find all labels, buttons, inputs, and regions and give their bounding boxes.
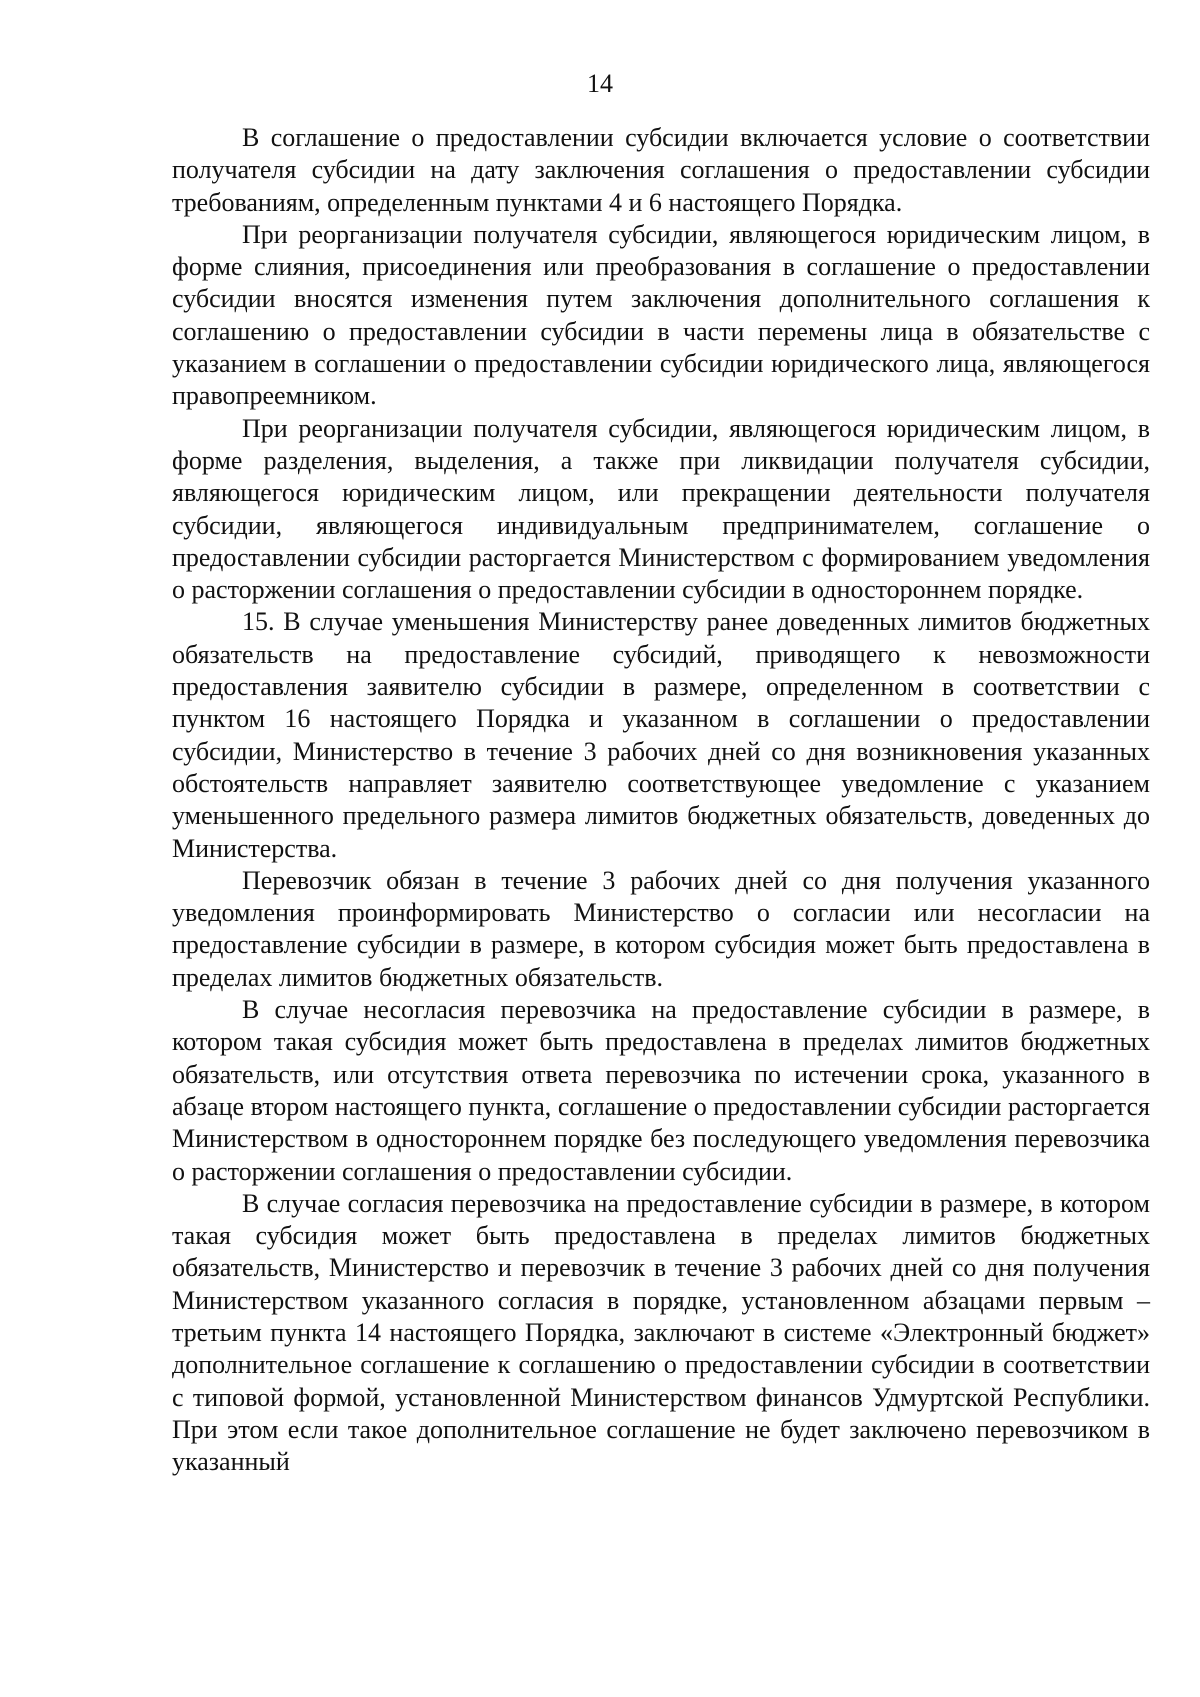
page-number: 14 — [587, 69, 613, 98]
paragraph-carrier-agreement: В случае согласия перевозчика на предоставление субсидии в размере, в котором такая субсидия может быть предоставлена в пределах лимитов бюджетных обязательств, Министерство и перевозчик в течение 3 рабочих дней со дня получения Министерством указанного согласия в порядке, установленном абзацами первым – третьим пункта 14 настоящего Порядка, заключают в системе «Электронный бюджет» дополнительное соглашение к соглашению о предоставлении субсидии в соответствии с типовой формой, установленной Министерством финансов Удмуртской Республики. При этом если такое дополнительное соглашение не будет заключено перевозчиком в указанный — [172, 1188, 1150, 1477]
paragraph-carrier-disagreement: В случае несогласия перевозчика на предоставление субсидии в размере, в котором такая субсидия может быть предоставлена в пределах лимитов бюджетных обязательств, или отсутствия ответа перевозчика по истечении срока, указанного в абзаце втором настоящего пункта, соглашение о предоставлении субсидии расторгается Министерством в одностороннем порядке без последующего уведомления перевозчика о расторжении соглашения о предоставлении субсидии. — [172, 995, 1150, 1186]
paragraph-carrier-obligation: Перевозчик обязан в течение 3 рабочих дней со дня получения указанного уведомления проинформировать Министерство о согласии или несогласии на предоставление субсидии в размере, в котором субсидия может быть предоставлена в пределах лимитов бюджетных обязательств. — [172, 865, 1150, 992]
paragraph-reorganization-division: При реорганизации получателя субсидии, являющегося юридическим лицом, в форме разделения, выделения, а также при ликвидации получателя субсидии, являющегося юридическим лицом, или прекращении деятельности получателя субсидии, являющегося индивидуальным предпринимателем, соглашение о предоставлении субсидии расторгается Министерством с формированием уведомления о расторжении соглашения о предоставлении субсидии в одностороннем порядке. — [172, 413, 1150, 605]
paragraph-item-15: 15. В случае уменьшения Министерству ранее доведенных лимитов бюджетных обязательств на предоставление субсидий, приводящего к невозможности предоставления заявителю субсидии в размере, определенном в соответствии с пунктом 16 настоящего Порядка и указанном в соглашении о предоставлении субсидии, Министерство в течение 3 рабочих дней со дня возникновения указанных обстоятельств направляет заявителю соответствующее уведомление с указанием уменьшенного предельного размера лимитов бюджетных обязательств, доведенных до Министерства. — [172, 607, 1150, 863]
paragraph-reorganization-merger: При реорганизации получателя субсидии, являющегося юридическим лицом, в форме слияния, присоединения или преобразования в соглашение о предоставлении субсидии вносятся изменения путем заключения дополнительного соглашения к соглашению о предоставлении субсидии в части перемены лица в обязательстве с указанием в соглашении о предоставлении субсидии юридического лица, являющегося правопреемником. — [172, 219, 1150, 411]
document-body — [172, 122, 1150, 1478]
paragraph-agreement-condition: В соглашение о предоставлении субсидии включается условие о соответствии получателя субсидии на дату заключения соглашения о предоставлении субсидии требованиям, определенным пунктами 4 и 6 настоящего Порядка. — [172, 123, 1150, 217]
